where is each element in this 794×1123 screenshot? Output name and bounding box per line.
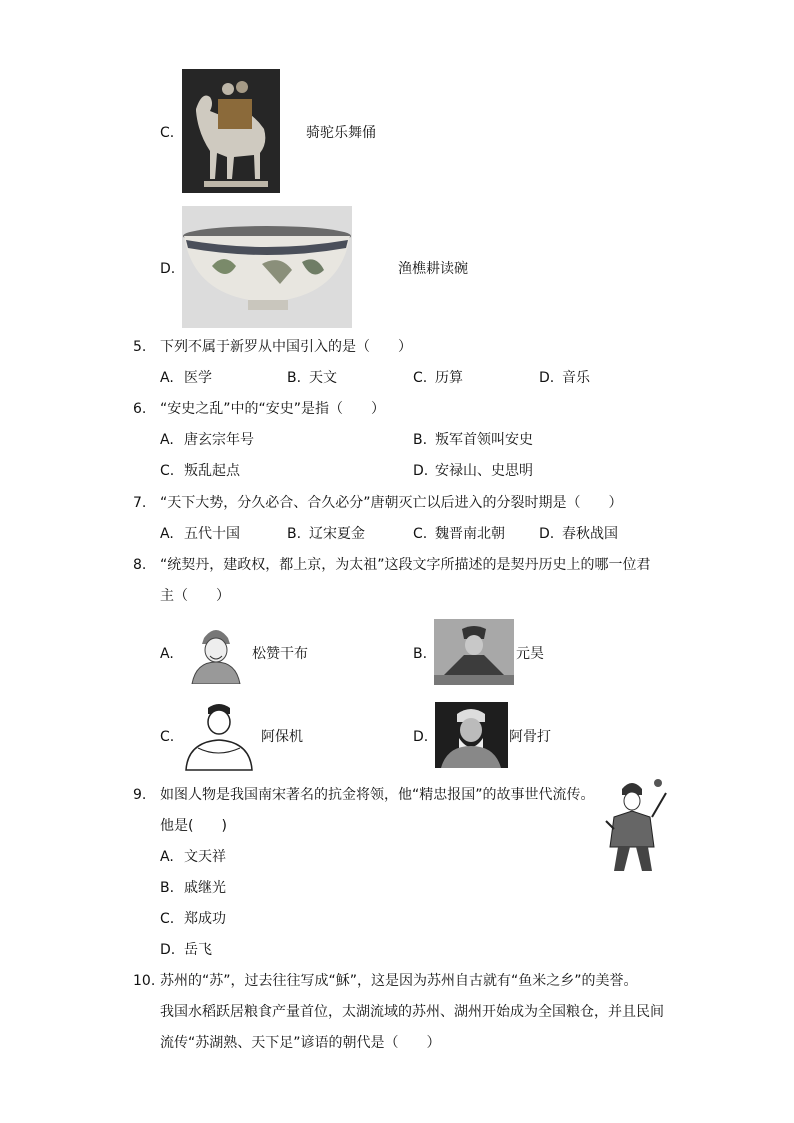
question-stem: “统契丹，建政权，都上京，为太祖”这段文字所描述的是契丹历史上的哪一位君 (160, 557, 651, 573)
option-letter: D. (160, 261, 176, 277)
option-text: 郑成功 (184, 911, 226, 927)
portrait-abaoji-image (180, 698, 258, 772)
question-stem-continued: 我国水稻跃居粮食产量首位，太湖流域的苏州、湖州开始成为全国粮仓，并且民间 (160, 1004, 664, 1020)
option-text: 叛军首领叫安史 (435, 432, 533, 448)
question-stem-continued: 流传“苏湖熟、天下足”谚语的朝代是（ ） (160, 1035, 441, 1051)
option-text: 戚继光 (184, 880, 226, 896)
option-letter: C. (160, 463, 175, 479)
question-number: 9. (133, 787, 147, 803)
option-letter: D. (160, 942, 176, 958)
option-text: 阿骨打 (509, 729, 551, 745)
option-text: 渔樵耕读碗 (398, 261, 468, 277)
option-text: 松赞干布 (252, 646, 308, 662)
option-letter: A. (160, 526, 174, 542)
option-text: 唐玄宗年号 (184, 432, 254, 448)
option-text: 辽宋夏金 (309, 526, 365, 542)
option-text: 阿保机 (261, 729, 303, 745)
option-text: 医学 (184, 370, 212, 386)
option-text: 天文 (309, 370, 337, 386)
question-number: 7. (133, 495, 147, 511)
question-stem: 苏州的“苏”，过去往往写成“穌”，这是因为苏州自古就有“鱼米之乡”的美誉。 (160, 973, 638, 989)
option-letter: D. (413, 729, 429, 745)
question-number: 10. (133, 973, 156, 989)
option-letter: B. (413, 646, 428, 662)
camel-figurine-image (182, 69, 280, 193)
option-letter: D. (539, 370, 555, 386)
porcelain-bowl-image (182, 206, 352, 328)
option-letter: B. (160, 880, 175, 896)
option-letter: C. (160, 911, 175, 927)
option-text: 春秋战国 (562, 526, 618, 542)
option-letter: D. (539, 526, 555, 542)
question-number: 8. (133, 557, 147, 573)
option-text: 文天祥 (184, 849, 226, 865)
question-number: 6. (133, 401, 147, 417)
question-number: 5. (133, 339, 147, 355)
option-letter: C. (413, 526, 428, 542)
option-text: 历算 (435, 370, 463, 386)
portrait-yuefei-image (596, 777, 668, 875)
option-text: 音乐 (562, 370, 590, 386)
option-letter: B. (413, 432, 428, 448)
option-text: 魏晋南北朝 (435, 526, 505, 542)
option-text: 元昊 (516, 646, 544, 662)
option-text: 安禄山、史思明 (435, 463, 533, 479)
option-text: 叛乱起点 (184, 463, 240, 479)
option-letter: A. (160, 370, 174, 386)
option-text: 骑驼乐舞俑 (306, 125, 376, 141)
option-letter: C. (413, 370, 428, 386)
portrait-aguda-image (435, 702, 508, 768)
portrait-yuanhao-image (434, 619, 514, 685)
option-letter: D. (413, 463, 429, 479)
option-text: 岳飞 (184, 942, 212, 958)
question-stem-continued: 主（ ） (160, 588, 230, 604)
option-letter: A. (160, 849, 174, 865)
option-text: 五代十国 (184, 526, 240, 542)
option-letter: C. (160, 729, 175, 745)
option-letter: A. (160, 646, 174, 662)
option-letter: B. (287, 370, 302, 386)
question-stem: 下列不属于新罗从中国引入的是（ ） (160, 339, 412, 355)
option-letter: C. (160, 125, 175, 141)
option-letter: B. (287, 526, 302, 542)
question-stem-continued: 他是( ) (160, 818, 227, 834)
question-stem: 如图人物是我国南宋著名的抗金将领，他“精忠报国”的故事世代流传。 (160, 787, 595, 803)
question-stem: “天下大势，分久必合、合久必分”唐朝灭亡以后进入的分裂时期是（ ） (160, 495, 623, 511)
portrait-songtsen-gampo-image (184, 620, 248, 684)
question-stem: “安史之乱”中的“安史”是指（ ） (160, 401, 386, 417)
option-letter: A. (160, 432, 174, 448)
